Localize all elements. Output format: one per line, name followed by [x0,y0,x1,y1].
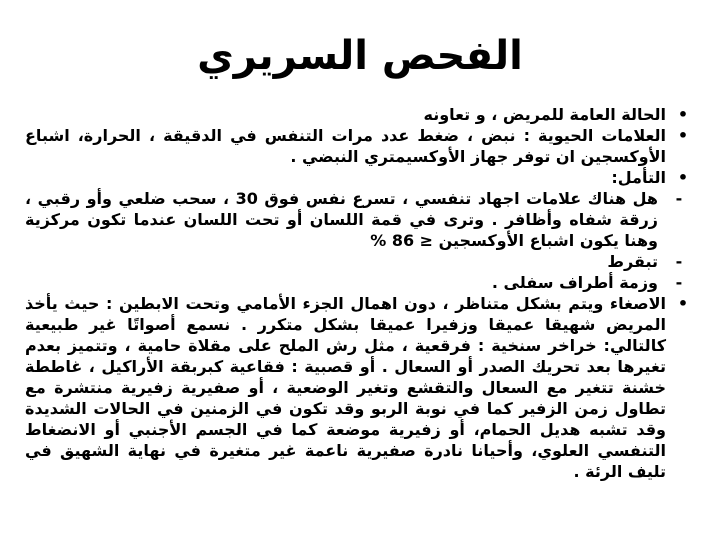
bullet-text: التأمل: [611,168,666,187]
bullet-item [25,125,700,167]
sub-bullet-item [25,272,700,293]
sub-bullet-item [25,251,700,272]
bullet-marker: • [677,294,689,313]
bullet-text: هل هناك علامات اجهاد تنفسي ، تسرع نفس فوق 30 ، سحب ضلعي وأو رقبي ، زرقة شفاه وأظافر . وترى في قمة اللسان أو تحت اللسان عندما تكون مركزية وهنا يكون اشباع الأوكسجين ≤ 86 % [25,189,658,250]
bullet-item [25,104,700,125]
bullet-marker: • [677,126,689,145]
dash-marker: - [675,273,683,292]
bullet-marker: • [677,168,689,187]
slide-title: الفحص السريري [197,33,523,79]
bullet-text: الحالة العامة للمريض ، و تعاونه [423,105,666,124]
bullet-text: وزمة أطراف سفلى . [491,273,658,292]
sub-bullet-item [25,188,700,251]
bullet-marker: • [677,105,689,124]
bullet-item [25,293,700,482]
bullet-item [25,167,700,188]
dash-marker: - [675,252,683,271]
bullet-text: العلامات الحيوية : نبض ، ضغط عدد مرات التنفس في الدقيقة ، الحرارة، اشباع الأوكسجين ان توفر جهاز الأوكسيمتري النبضي . [25,126,666,166]
bullet-list [25,104,700,482]
bullet-text: تبقرط [607,252,658,271]
dash-marker: - [675,189,683,208]
bullet-text: الاصغاء ويتم بشكل متناظر ، دون اهمال الجزء الأمامي وتحت الابطين : حيث يأخذ المريض شهيقا عميقا وزفيرا عميقا بشكل متكرر . نسمع أصواتًا غير طبيعية كالتالي: خراخر سنخية : فرقعية ، مثل رش الملح على مقلاة حامية ، وتتميز بعدم تغيرها بعد تحريك الصدر أو السعال . أو قصبية : فقاعية كبربقة الأراكيل ، غاططة خشنة تتغير مع السعال والتقشع وتغير الوضعية ، أو صفيرية زفيرية منتشرة مع تطاول زمن الزفير كما في نوبة الربو وقد تكون في الزمنين في الحالات الشديدة وقد تشبه هديل الحمام، أو زفيرية موضعة كما في الجسم الأجنبي أو الانضغاط التنفسي العلوي، وأحيانا نادرة صفيرية ناعمة غير متغيرة في نهاية الشهيق في تليف الرئة . [25,294,666,481]
